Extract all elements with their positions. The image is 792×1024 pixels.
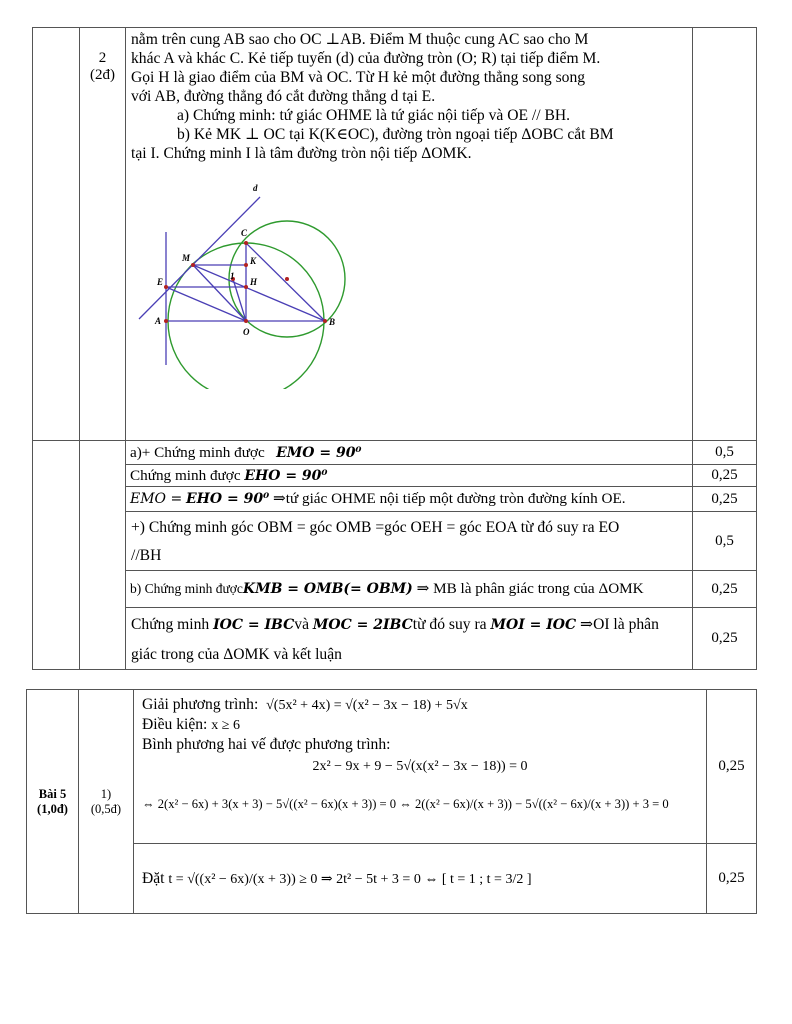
blank-cell bbox=[33, 28, 80, 441]
step-row bbox=[126, 512, 693, 571]
step-row bbox=[126, 571, 693, 608]
step-text: Chứng minh bbox=[131, 616, 210, 633]
problem-line: khác A và khác C. Kẻ tiếp tuyến (d) của đường tròn (O; R) tại tiếp điểm M. bbox=[131, 50, 601, 67]
step-text: ⇒tứ giác OHME nội tiếp một đường tròn đường kính OE. bbox=[273, 490, 626, 507]
label-h: H bbox=[250, 277, 258, 287]
problem-line: tại I. Chứng minh I là tâm đường tròn nội tiếp ΔOMK. bbox=[131, 145, 472, 162]
angle-expression: MOI = IOC bbox=[490, 617, 577, 633]
step-text: //BH bbox=[131, 547, 162, 564]
answer-table-q2 bbox=[32, 27, 757, 670]
step-score: 0,25 bbox=[693, 571, 757, 608]
question-label-cell bbox=[27, 690, 79, 914]
answer-table-q5 bbox=[26, 689, 757, 914]
geometry-figure bbox=[133, 169, 383, 389]
step-text: giác trong của ΔOMK và kết luận bbox=[131, 646, 342, 663]
step-score: 0,5 bbox=[693, 512, 757, 571]
step-text: a)+ Chứng minh được bbox=[130, 443, 265, 461]
angle-expression: IOC = IBC bbox=[213, 617, 295, 633]
point-b bbox=[323, 319, 327, 323]
sub-question-cell bbox=[79, 690, 134, 914]
point-m bbox=[191, 263, 195, 267]
label-a: A bbox=[155, 316, 162, 326]
angle-expression: MOC = 2IBC bbox=[312, 617, 413, 633]
step-row bbox=[126, 608, 693, 670]
solution-text: Đặt bbox=[142, 869, 165, 887]
blank-cell bbox=[33, 441, 80, 670]
step-score: 0,25 bbox=[693, 465, 757, 487]
step-text: và bbox=[294, 616, 309, 633]
solution-text: Bình phương hai vế được phương trình: bbox=[142, 736, 391, 753]
label-b: B bbox=[329, 317, 336, 327]
step-text: b) Chứng minh được bbox=[130, 581, 243, 596]
step-row bbox=[126, 487, 693, 512]
step-score: 0,5 bbox=[693, 441, 757, 465]
problem-statement bbox=[126, 28, 693, 441]
point-o bbox=[244, 319, 248, 323]
solution-line bbox=[142, 695, 698, 715]
solution-text: Điều kiện: bbox=[142, 716, 208, 733]
problem-line: Gọi H là giao điểm của BM và OC. Từ H kẻ một đường thẳng song song bbox=[131, 69, 586, 86]
equation: √(5x² + 4x) = √(x² − 3x − 18) + 5√x bbox=[266, 698, 468, 713]
sub-question-points: (0,5đ) bbox=[90, 801, 122, 816]
solution-text: Giải phương trình: bbox=[142, 696, 259, 713]
question-points: (1,0đ) bbox=[37, 801, 68, 816]
step-score: 0,25 bbox=[693, 608, 757, 670]
step-score: 0,25 bbox=[693, 487, 757, 512]
point-h bbox=[244, 285, 248, 289]
blank-score-cell bbox=[693, 28, 757, 441]
question-points: (2đ) bbox=[90, 67, 115, 83]
point-e bbox=[164, 285, 168, 289]
step-text: ⇒ MB là phân giác trong của ΔOMK bbox=[416, 580, 644, 597]
angle-expression: KMB = OMB(= OBM) bbox=[242, 581, 413, 597]
point-k bbox=[244, 263, 248, 267]
label-k: K bbox=[250, 256, 257, 266]
angle-expression: EHO = 90⁰ bbox=[244, 467, 328, 484]
point-a bbox=[164, 319, 168, 323]
sub-question-index: 1) bbox=[100, 786, 112, 801]
step-line bbox=[131, 610, 687, 640]
solution-line bbox=[142, 715, 698, 735]
label-i: 1 bbox=[230, 271, 235, 281]
angle-expression: EHO = 90⁰ bbox=[186, 491, 270, 507]
center-obc bbox=[285, 277, 289, 281]
label-o: O bbox=[243, 327, 250, 337]
angle-expression: EMO = 90⁰ bbox=[276, 444, 362, 461]
step-text: Chứng minh được bbox=[130, 466, 241, 484]
step-row bbox=[126, 465, 693, 487]
step-text: ⇒OI là phân bbox=[580, 616, 659, 633]
segment-mo bbox=[193, 265, 246, 321]
solution-part-2 bbox=[134, 844, 707, 914]
step-text: +) Chứng minh góc OBM = góc OMB =góc OEH = góc EOA từ đó suy ra EO bbox=[131, 519, 620, 536]
step-row bbox=[126, 441, 693, 465]
problem-part-a: a) Chứng minh: tứ giác OHME là tứ giác nội tiếp và OE // BH. bbox=[177, 107, 571, 124]
label-m: M bbox=[182, 253, 191, 263]
problem-part-b: b) Kẻ MK ⊥ OC tại K(K∈OC), đường tròn ngoại tiếp ΔOBC cắt BM bbox=[177, 126, 614, 143]
question-index: 2 bbox=[98, 50, 107, 66]
equation: 2x² − 9x + 9 − 5√(x(x² − 3x − 18)) = 0 bbox=[312, 759, 528, 774]
step-score: 0,25 bbox=[707, 844, 757, 914]
problem-line: với AB, đường thẳng đó cắt đường thẳng d tại E. bbox=[131, 88, 436, 105]
segment-mb bbox=[193, 265, 325, 321]
label-c: C bbox=[241, 228, 248, 238]
angle-expression: EMO = bbox=[130, 491, 183, 507]
problem-line: nằm trên cung AB sao cho OC ⊥AB. Điểm M thuộc cung AC sao cho M bbox=[131, 31, 589, 48]
label-e: E bbox=[157, 277, 164, 287]
label-d: d bbox=[253, 183, 258, 193]
step-text: từ đó suy ra bbox=[412, 616, 487, 633]
point-c bbox=[244, 241, 248, 245]
step-score: 0,25 bbox=[707, 690, 757, 844]
equation: ⇔ 2(x² − 6x) + 3(x + 3) − 5√((x² − 6x)(x + 3)) = 0 ⇔ 2((x² − 6x)/(x + 3)) − 5√((x² − 6x)/(x + 3)) + 3 = 0 bbox=[142, 796, 669, 811]
question-index-cell bbox=[80, 28, 126, 441]
equation: x ≥ 6 bbox=[211, 718, 240, 733]
equation: t = √((x² − 6x)/(x + 3)) ≥ 0 ⇒ 2t² − 5t + 3 = 0 ⇔ [ t = 1 ; t = 3/2 ] bbox=[168, 871, 532, 887]
blank-cell bbox=[80, 441, 126, 670]
question-label: Bài 5 bbox=[38, 786, 67, 801]
solution-part-1 bbox=[134, 690, 707, 844]
